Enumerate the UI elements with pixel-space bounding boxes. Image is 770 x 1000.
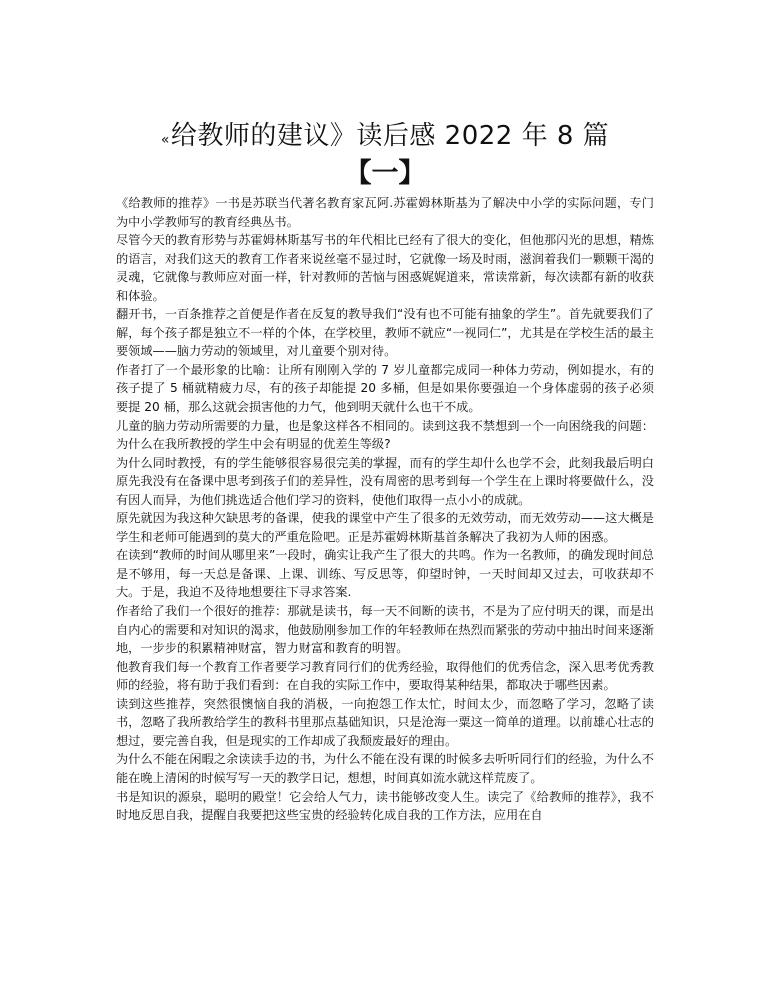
paragraph-4: 作者打了一个最形象的比喻：让所有刚刚入学的 7 岁儿童都完成同一种体力劳动，例如提水，有的孩子提了 5 桶就精疲力尽，有的孩子却能提 20 多桶，但是如果你要强迫一个身体虚弱的孩子必须要提 20 桶，那么这就会损害他的力气，他到明天就什么也干不成。 (116, 362, 654, 415)
document-title-text: 给教师的建议》读后感 2022 年 8 篇 (170, 121, 610, 151)
paragraph-9: 作者给了我们一个很好的推荐：那就是读书，每一天不间断的读书，不是为了应付明天的课，而是出自内心的需要和对知识的渴求，他鼓励刚参加工作的年轻教师在热烈而紧张的劳动中抽出时间来逐渐地，一步步的积累精神财富，智力财富和教育的明智。 (116, 604, 654, 656)
article-body (116, 194, 654, 825)
paragraph-6: 为什么同时教授，有的学生能够很容易很完美的掌握，而有的学生却什么也学不会，此刻我最后明白原先我没有在备课中思考到孩子们的差异性，没有周密的思考到每一个学生在上课时将要做什么，没有因人而异，为他们挑选适合他们学习的资料，使他们取得一点小小的成就。 (116, 455, 654, 507)
section-heading: 【一】 (344, 158, 426, 189)
paragraph-7: 原先就因为我这种欠缺思考的备课，使我的课堂中产生了很多的无效劳动，而无效劳动——这大概是学生和老师可能遇到的莫大的严重危险吧。正是苏霍姆林斯基首条解决了我初为人师的困惑。 (116, 511, 654, 544)
paragraph-12: 为什么不能在闲暇之余读读手边的书，为什么不能在没有课的时候多去听听同行们的经验，为什么不能在晚上清闲的时候写写一天的教学日记，想想，时间真如流水就这样荒废了。 (116, 752, 654, 785)
paragraph-5: 儿童的脑力劳动所需要的力量，也是象这样各不相同的。读到这我不禁想到一个一向困绕我的问题：为什么在我所教授的学生中会有明显的优差生等级? (116, 418, 654, 452)
title-open-mark: « (160, 132, 170, 148)
document-title (0, 118, 770, 158)
paragraph-8: 在读到“教师的时间从哪里来”一段时，确实让我产生了很大的共鸣。作为一名教师，的确发现时间总是不够用，每一天总是备课、上课、训练、写反思等，仰望时钟，一天时间却又过去，可收获却不大。于是，我迫不及待地想要往下寻求答案. (116, 548, 654, 600)
paragraph-2: 尽管今天的教育形势与苏霍姆林斯基写书的年代相比已经有了很大的变化，但他那闪光的思想，精炼的语言，对我们这天的教育工作者来说丝毫不显过时，它就像一场及时雨，滋润着我们一颗颗干渴的灵魂，它就像与教师应对面一样，针对教师的苦恼与困惑娓娓道来，常读常新，每次读都有新的收获和体验。 (116, 233, 654, 303)
paragraph-10: 他教育我们每一个教育工作者要学习教育同行们的优秀经验，取得他们的优秀信念，深入思考优秀教师的经验，将有助于我们看到：在自我的实际工作中，要取得某种结果，都取决于哪些因素。 (116, 659, 654, 693)
paragraph-13: 书是知识的源泉，聪明的殿堂！它会给人气力，读书能够改变人生。读完了《给教师的推荐》，我不时地反思自我，提醒自我要把这些宝贵的经验转化成自我的工作方法，应用在自 (116, 789, 654, 823)
paragraph-1: 《给教师的推荐》一书是苏联当代著名教育家瓦阿.苏霍姆林斯基为了解决中小学的实际问题，专门为中小学教师写的教育经典丛书。 (116, 196, 654, 229)
paragraph-3: 翻开书，一百条推荐之首便是作者在反复的教导我们“没有也不可能有抽象的学生”。首先就要我们了解，每个孩子都是独立不一样的个体，在学校里，教师不就应“一视同仁”，尤其是在学校生活的最主要领域——脑力劳动的领域里，对儿童要个别对待。 (116, 307, 654, 359)
paragraph-11: 读到这些推荐，突然很懊恼自我的消极，一向抱怨工作太忙，时间太少，而忽略了学习，忽略了读书，忽略了我所教给学生的教科书里那点基础知识，只是沧海一粟这一简单的道理。以前雄心壮志的想过，要完善自我，但是现实的工作却成了我颓废最好的理由。 (116, 696, 654, 748)
